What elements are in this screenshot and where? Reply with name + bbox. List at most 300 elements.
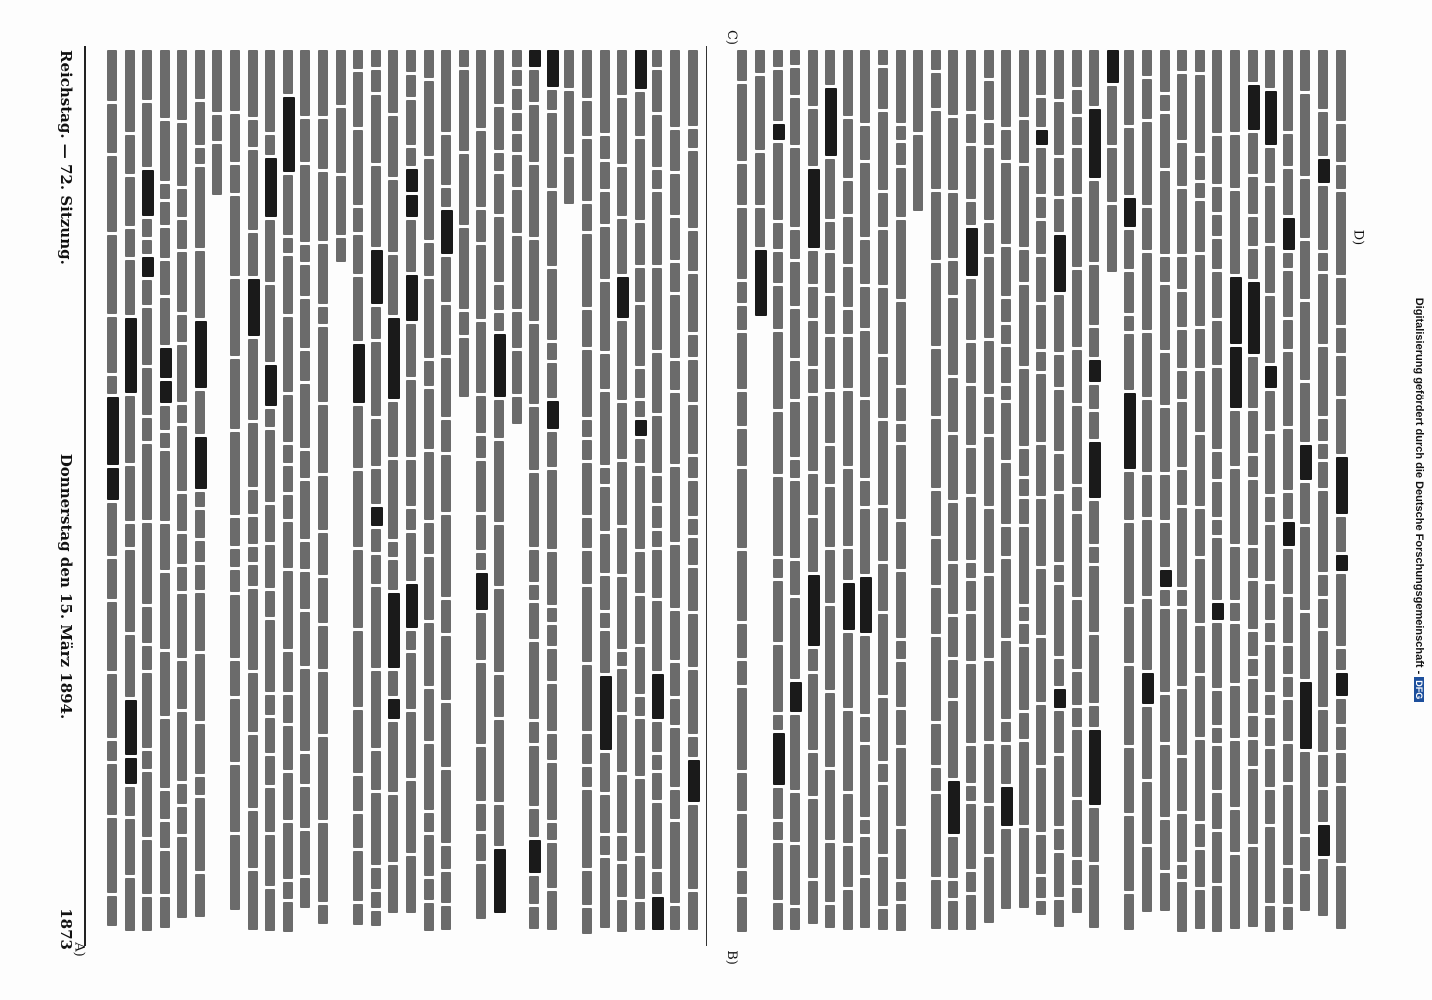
text-word — [1036, 705, 1046, 765]
text-word — [755, 50, 765, 73]
text-word — [424, 903, 434, 931]
text-word — [1124, 472, 1134, 520]
text-word — [582, 463, 592, 515]
text-word — [230, 699, 240, 762]
text-word — [773, 412, 783, 474]
text-word — [931, 880, 941, 929]
text-line — [547, 50, 560, 950]
text-word — [177, 345, 187, 402]
text-word — [318, 823, 328, 902]
text-word — [529, 746, 539, 806]
text-word — [265, 158, 277, 217]
text-word — [688, 481, 698, 516]
text-word — [300, 451, 310, 478]
text-word — [547, 625, 557, 646]
text-word — [1142, 208, 1152, 250]
text-word — [635, 223, 645, 265]
text-word — [688, 231, 698, 271]
text-word — [773, 252, 783, 283]
text-word — [600, 50, 610, 133]
text-word — [1283, 169, 1293, 215]
text-word — [1336, 649, 1346, 670]
text-word — [635, 268, 645, 302]
text-line — [670, 50, 683, 950]
text-line — [476, 50, 489, 950]
text-word — [494, 50, 504, 104]
text-word — [1318, 186, 1328, 250]
text-word — [248, 279, 260, 336]
text-word — [1300, 302, 1310, 380]
text-word — [755, 153, 765, 205]
text-word — [1195, 75, 1205, 153]
text-word — [1072, 487, 1082, 511]
text-word — [790, 98, 800, 145]
text-word — [476, 573, 488, 610]
text-word — [1054, 355, 1064, 387]
text-word — [670, 295, 680, 358]
text-word — [1336, 753, 1346, 783]
text-word — [931, 111, 941, 189]
text-word — [688, 568, 698, 611]
text-word — [1318, 159, 1330, 183]
text-word — [635, 369, 645, 398]
text-word — [248, 517, 258, 544]
text-word — [1195, 626, 1205, 673]
text-word — [878, 357, 888, 418]
text-word — [984, 341, 994, 394]
text-word — [635, 856, 645, 899]
text-word — [896, 168, 906, 217]
text-word — [600, 858, 610, 928]
text-word — [635, 305, 645, 366]
text-word — [1195, 740, 1205, 821]
text-word — [843, 846, 853, 887]
text-word — [966, 872, 976, 892]
text-word — [825, 88, 837, 156]
text-word — [1142, 673, 1154, 704]
text-word — [265, 135, 275, 155]
text-word — [300, 787, 310, 828]
text-word — [142, 308, 152, 365]
text-word — [1195, 850, 1205, 887]
text-word — [195, 148, 205, 164]
text-word — [494, 313, 504, 331]
text-word — [160, 121, 170, 181]
text-word — [424, 835, 434, 876]
text-word — [142, 646, 152, 670]
text-word — [896, 710, 906, 745]
text-word — [283, 466, 293, 492]
text-line — [878, 50, 891, 950]
text-word — [773, 70, 783, 121]
text-word — [125, 318, 137, 393]
text-word — [755, 208, 765, 247]
text-word — [1072, 117, 1082, 145]
text-word — [125, 466, 135, 521]
text-word — [1089, 50, 1099, 106]
text-word — [1089, 360, 1101, 382]
text-word — [966, 386, 976, 445]
text-word — [843, 711, 853, 791]
text-word — [1195, 201, 1205, 252]
text-word — [688, 457, 698, 478]
text-line — [125, 50, 138, 950]
text-word — [441, 636, 451, 700]
text-word — [600, 192, 610, 224]
text-word — [688, 129, 698, 148]
text-word — [107, 317, 117, 373]
text-word — [230, 196, 240, 276]
text-word — [1019, 647, 1029, 710]
text-word — [318, 533, 328, 575]
text-word — [353, 208, 363, 232]
text-word — [652, 50, 662, 67]
text-word — [265, 50, 275, 132]
text-word — [617, 715, 627, 772]
text-word — [195, 510, 205, 538]
text-word — [406, 460, 416, 506]
dfg-logo: DFG — [1414, 677, 1424, 702]
text-word — [617, 50, 627, 95]
text-word — [843, 890, 853, 930]
text-word — [617, 98, 627, 164]
text-word — [476, 461, 486, 512]
text-word — [1212, 187, 1222, 212]
text-word — [1072, 514, 1082, 597]
text-word — [547, 343, 557, 360]
text-word — [1001, 829, 1011, 909]
text-word — [476, 210, 486, 242]
text-word — [265, 285, 275, 362]
text-line — [652, 50, 665, 950]
text-word — [825, 606, 835, 690]
text-word — [300, 831, 310, 875]
text-word — [843, 119, 853, 178]
text-word — [600, 136, 610, 159]
text-word — [388, 180, 398, 252]
text-word — [142, 523, 152, 604]
text-word — [1054, 853, 1064, 897]
text-word — [931, 73, 941, 108]
text-word — [212, 50, 222, 112]
text-word — [688, 737, 698, 757]
text-word — [860, 820, 870, 834]
text-word — [424, 744, 434, 810]
text-word — [1089, 865, 1099, 928]
text-word — [160, 406, 170, 430]
text-word — [948, 901, 958, 930]
text-line — [931, 50, 944, 950]
text-word — [494, 589, 504, 672]
text-word — [896, 388, 906, 421]
text-word — [160, 524, 170, 570]
text-word — [582, 908, 592, 934]
text-word — [125, 878, 135, 931]
text-word — [230, 835, 240, 910]
text-word — [1336, 328, 1346, 353]
text-word — [773, 715, 783, 730]
text-word — [931, 794, 941, 877]
text-word — [1054, 158, 1064, 196]
text-word — [388, 699, 400, 719]
text-word — [773, 286, 783, 329]
text-word — [1318, 50, 1328, 109]
text-word — [406, 712, 416, 778]
text-word — [142, 444, 152, 520]
text-word — [1318, 575, 1328, 596]
text-word — [212, 144, 222, 195]
text-line — [688, 50, 701, 950]
text-word — [1142, 520, 1152, 596]
text-word — [1001, 527, 1011, 556]
text-word — [371, 555, 381, 584]
text-word — [825, 222, 835, 250]
text-word — [125, 524, 135, 547]
text-word — [424, 689, 434, 741]
text-line — [336, 50, 349, 950]
text-word — [825, 770, 835, 840]
text-line — [948, 50, 961, 950]
text-word — [1230, 603, 1240, 621]
text-word — [948, 378, 958, 432]
text-word — [1072, 708, 1082, 727]
text-word — [318, 50, 328, 116]
text-word — [1160, 50, 1170, 92]
text-word — [1019, 624, 1029, 644]
text-word — [547, 763, 557, 820]
text-word — [1248, 50, 1258, 82]
text-word — [1283, 549, 1293, 594]
text-word — [1019, 713, 1029, 739]
text-word — [1212, 832, 1222, 883]
text-word — [512, 70, 522, 86]
text-word — [843, 267, 853, 307]
text-word — [984, 50, 994, 78]
text-line — [406, 50, 419, 950]
text-word — [1160, 820, 1170, 870]
text-word — [825, 159, 835, 219]
text-line — [1195, 50, 1208, 950]
text-line — [441, 50, 454, 950]
text-word — [476, 553, 486, 570]
text-word — [300, 351, 310, 381]
text-word — [688, 50, 698, 126]
text-word — [1300, 483, 1310, 524]
text-word — [248, 565, 258, 586]
text-word — [1248, 769, 1258, 844]
text-word — [388, 795, 398, 862]
text-word — [230, 765, 240, 832]
text-word — [652, 803, 662, 869]
text-word — [107, 602, 117, 671]
text-word — [230, 114, 240, 162]
text-word — [353, 72, 363, 127]
text-word — [1142, 79, 1152, 119]
text-word — [564, 91, 574, 154]
text-word — [125, 819, 135, 875]
text-word — [737, 50, 747, 81]
text-word — [1336, 574, 1346, 646]
text-word — [617, 836, 627, 861]
text-word — [1336, 165, 1346, 189]
text-word — [652, 115, 662, 167]
text-word — [142, 280, 152, 305]
text-column-right — [716, 50, 1348, 950]
text-word — [896, 572, 906, 638]
text-word — [265, 756, 275, 785]
text-word — [1248, 847, 1258, 927]
text-word — [177, 594, 187, 658]
text-word — [1054, 756, 1064, 826]
text-word — [494, 334, 506, 397]
text-word — [1265, 186, 1275, 243]
text-word — [1107, 205, 1117, 272]
margin-letter-d: D) — [1350, 229, 1366, 246]
text-word — [790, 481, 800, 558]
text-word — [790, 845, 800, 905]
text-word — [476, 613, 486, 660]
text-word — [441, 50, 451, 132]
text-word — [1089, 109, 1101, 178]
text-word — [177, 661, 187, 709]
text-word — [265, 718, 275, 753]
text-word — [512, 397, 522, 424]
text-word — [1265, 749, 1275, 787]
text-word — [1160, 408, 1170, 472]
text-word — [1336, 517, 1346, 552]
text-word — [1089, 181, 1099, 262]
text-word — [1195, 183, 1205, 198]
text-word — [966, 279, 976, 340]
text-word — [283, 571, 293, 649]
text-word — [617, 462, 627, 525]
text-word — [547, 649, 557, 681]
text-word — [300, 754, 310, 784]
text-word — [1212, 623, 1222, 688]
text-word — [265, 220, 275, 282]
text-word — [652, 755, 662, 770]
text-word — [1212, 136, 1222, 184]
text-word — [142, 50, 152, 100]
text-word — [652, 722, 662, 752]
text-word — [600, 468, 610, 484]
text-word — [652, 550, 662, 598]
text-word — [1019, 285, 1029, 366]
text-word — [878, 112, 888, 190]
text-word — [1001, 722, 1011, 742]
text-word — [1318, 859, 1328, 916]
text-word — [755, 76, 765, 150]
text-line — [529, 50, 542, 950]
text-word — [1036, 374, 1046, 442]
text-word — [773, 581, 783, 642]
text-word — [966, 804, 976, 869]
text-word — [248, 589, 258, 670]
text-word — [1054, 235, 1066, 292]
text-word — [1177, 292, 1187, 327]
text-word — [1160, 745, 1170, 817]
text-word — [1072, 197, 1082, 267]
text-word — [529, 70, 539, 102]
text-word — [966, 614, 976, 661]
text-word — [843, 50, 853, 116]
text-word — [1124, 272, 1134, 313]
text-word — [529, 809, 539, 837]
text-word — [529, 550, 539, 582]
text-word — [1195, 371, 1205, 432]
text-word — [1336, 699, 1346, 724]
text-word — [177, 123, 187, 186]
text-word — [177, 807, 187, 834]
text-word — [336, 176, 346, 235]
text-word — [1318, 112, 1328, 156]
text-word — [652, 70, 662, 112]
text-word — [424, 50, 434, 78]
text-word — [230, 570, 240, 592]
text-word — [142, 240, 152, 254]
text-word — [582, 310, 592, 347]
text-word — [547, 401, 559, 429]
text-word — [1001, 325, 1011, 344]
text-word — [808, 109, 818, 166]
text-word — [230, 432, 240, 515]
text-word — [1160, 114, 1170, 168]
text-word — [1265, 695, 1275, 715]
text-word — [371, 868, 381, 889]
text-word — [529, 324, 539, 404]
text-word — [1019, 50, 1029, 117]
text-word — [1336, 278, 1346, 325]
text-word — [142, 219, 152, 237]
text-word — [424, 452, 434, 520]
text-word — [825, 905, 835, 928]
text-word — [353, 814, 363, 848]
text-word — [1001, 50, 1011, 127]
text-word — [1248, 740, 1258, 766]
text-word — [688, 892, 698, 930]
text-word — [1336, 866, 1346, 929]
text-word — [635, 647, 645, 694]
text-word — [125, 635, 135, 697]
text-word — [1054, 454, 1064, 491]
text-word — [825, 487, 835, 547]
text-word — [1177, 50, 1187, 71]
text-word — [1248, 581, 1258, 629]
text-word — [494, 675, 504, 717]
text-word — [1142, 50, 1152, 76]
text-word — [808, 396, 818, 471]
text-word — [1160, 873, 1170, 911]
text-word — [441, 846, 451, 869]
text-word — [300, 481, 310, 539]
text-word — [896, 748, 906, 826]
text-word — [195, 167, 205, 248]
text-word — [388, 542, 398, 557]
text-word — [406, 169, 418, 192]
text-word — [388, 460, 398, 539]
text-word — [860, 50, 870, 123]
text-word — [931, 50, 941, 70]
text-word — [948, 261, 958, 295]
text-word — [1265, 827, 1275, 903]
text-line — [1283, 50, 1296, 950]
text-word — [1089, 265, 1099, 325]
text-word — [300, 50, 310, 116]
text-word — [529, 50, 541, 67]
text-word — [353, 904, 363, 925]
text-word — [406, 75, 416, 97]
text-word — [494, 400, 504, 438]
